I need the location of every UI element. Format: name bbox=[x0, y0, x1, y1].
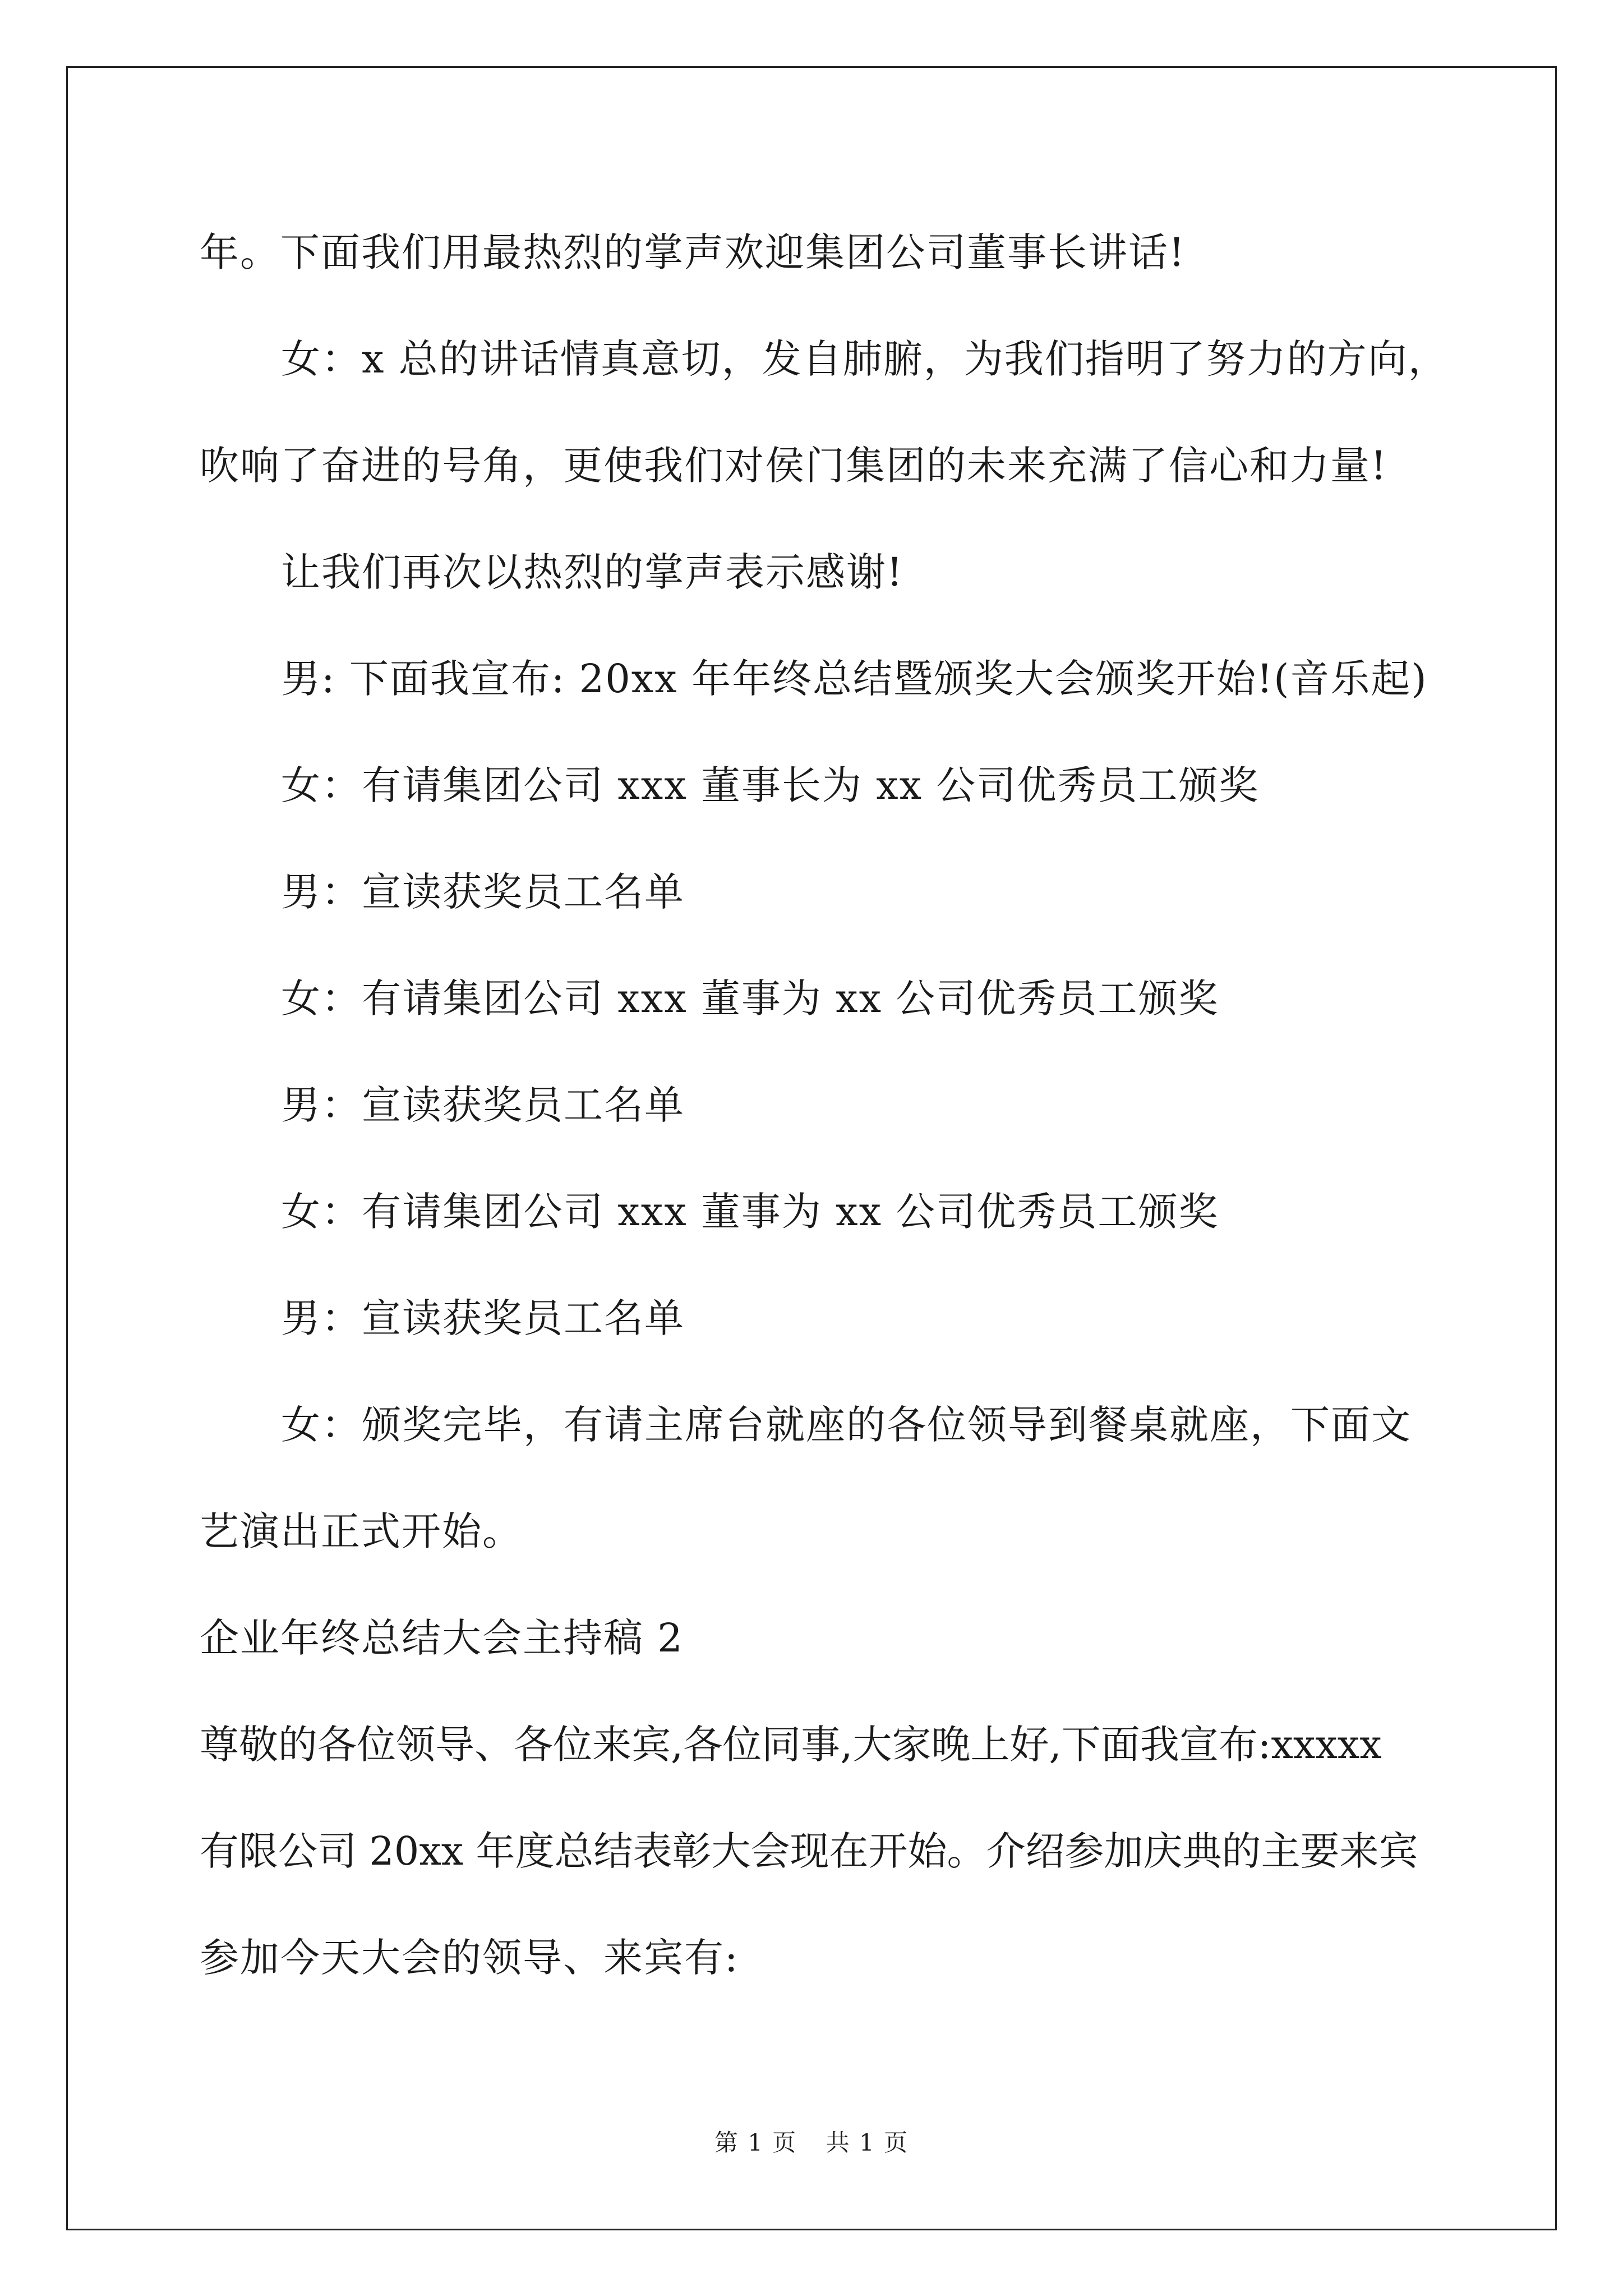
text-line: 男：宣读获奖员工名单 bbox=[281, 1082, 685, 1128]
text-line: 男：宣读获奖员工名单 bbox=[281, 1295, 685, 1341]
text-line: 让我们再次以热烈的掌声表示感谢! bbox=[281, 549, 904, 595]
text-line: 女：有请集团公司 xxx 董事长为 xx 公司优秀员工颁奖 bbox=[281, 762, 1260, 808]
page-total: 共 1 页 bbox=[826, 2129, 909, 2156]
text-line: 男: 下面我宣布: 20xx 年年终总结暨颁奖大会颁奖开始!(音乐起) bbox=[281, 656, 1428, 702]
page-footer bbox=[0, 2126, 1623, 2160]
text-line: 女：有请集团公司 xxx 董事为 xx 公司优秀员工颁奖 bbox=[281, 1189, 1219, 1235]
text-line: 吹响了奋进的号角，更使我们对侯门集团的未来充满了信心和力量! bbox=[200, 443, 1388, 489]
text-line: 女：有请集团公司 xxx 董事为 xx 公司优秀员工颁奖 bbox=[281, 976, 1219, 1022]
text-line: 有限公司 20xx 年度总结表彰大会现在开始。介绍参加庆典的主要来宾 bbox=[200, 1828, 1418, 1874]
text-line: 女：x 总的讲话情真意切，发自肺腑，为我们指明了努力的方向， bbox=[281, 336, 1449, 382]
text-line: 参加今天大会的领导、来宾有: bbox=[200, 1935, 739, 1981]
text-line: 艺演出正式开始。 bbox=[200, 1508, 523, 1554]
text-line: 男：宣读获奖员工名单 bbox=[281, 869, 685, 915]
text-line: 年。下面我们用最热烈的掌声欢迎集团公司董事长讲话! bbox=[200, 229, 1186, 275]
page-border bbox=[66, 66, 1557, 2230]
page-number: 第 1 页 bbox=[714, 2129, 797, 2156]
text-line: 尊敬的各位领导、各位来宾,各位同事,大家晚上好,下面我宣布:xxxxx bbox=[200, 1722, 1382, 1768]
section-heading: 企业年终总结大会主持稿 2 bbox=[200, 1615, 684, 1661]
text-line: 女：颁奖完毕，有请主席台就座的各位领导到餐桌就座，下面文 bbox=[281, 1402, 1412, 1448]
